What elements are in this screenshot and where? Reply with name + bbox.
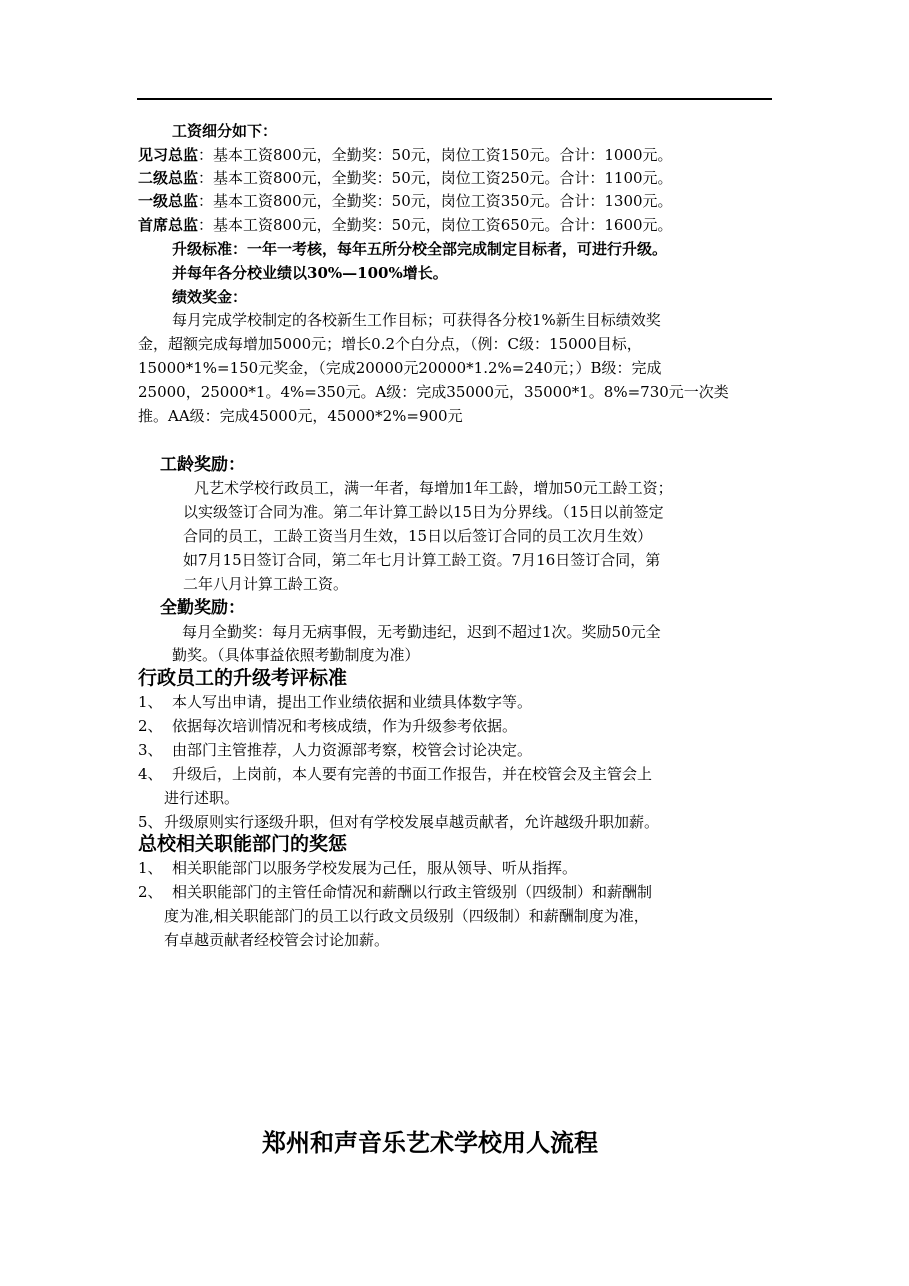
attendance-line: 每月全勤奖：每月无病事假，无考勤违纪，迟到不超过1次。奖励50元全 — [182, 623, 661, 641]
seniority-line: 凡艺术学校行政员工，满一年者，每增加1年工龄，增加50元工龄工资； — [194, 479, 673, 497]
bonus-line: 每月完成学校制定的各校新生工作目标；可获得各分校1%新生目标绩效奖 — [172, 311, 661, 329]
promotion-item-cont: 进行述职。 — [164, 789, 240, 807]
bonus-line: 金，超额完成每增加5000元；增长0.2个白分点，（例：C级：15000目标， — [138, 335, 642, 353]
salary-row — [138, 214, 673, 236]
attendance-line: 勤奖。（具体事益依照考勤制度为准） — [172, 646, 420, 664]
promotion-heading: 行政员工的升级考评标准 — [138, 667, 348, 689]
promotion-item: 依据每次培训情况和考核成绩，作为升级参考依据。 — [172, 717, 518, 735]
departments-item: 相关职能部门的主管任命情况和薪酬以行政主管级别（四级制）和薪酬制 — [172, 883, 653, 901]
salary-row-label: 见习总监 — [138, 146, 199, 164]
promotion-item-num: 5、 — [138, 813, 163, 831]
departments-heading: 总校相关职能部门的奖惩 — [138, 833, 348, 855]
departments-item: 相关职能部门以服务学校发展为己任，服从领导、听从指挥。 — [172, 859, 578, 877]
attendance-heading: 全勤奖励： — [160, 598, 245, 618]
seniority-line: 二年八月计算工龄工资。 — [183, 575, 349, 593]
seniority-heading: 工龄奖励： — [160, 455, 245, 475]
upgrade-standard-cont: 并每年各分校业绩以30%—100%增长。 — [172, 264, 448, 282]
salary-row-text: ：基本工资800元，全勤奖：50元，岗位工资250元。合计：1100元。 — [198, 169, 673, 187]
salary-heading: 工资细分如下： — [172, 122, 278, 140]
salary-row-label: 首席总监 — [138, 216, 199, 234]
salary-row-text: ：基本工资800元，全勤奖：50元，岗位工资650元。合计：1600元。 — [198, 216, 673, 234]
promotion-item-num: 3、 — [138, 741, 163, 759]
salary-row-text: ：基本工资800元，全勤奖：50元，岗位工资350元。合计：1300元。 — [198, 192, 673, 210]
bonus-heading: 绩效奖金： — [172, 288, 248, 306]
departments-item-num: 1、 — [138, 859, 163, 877]
promotion-item: 升级原则实行逐级升职，但对有学校发展卓越贡献者，允许越级升职加薪。 — [164, 813, 660, 831]
bonus-line: 25000，25000*1。4%=350元。A级：完成35000元，35000*1。8%=730元一次类 — [138, 383, 729, 401]
salary-row — [138, 144, 673, 166]
departments-item-cont: 度为准,相关职能部门的员工以行政文员级别（四级制）和薪酬制度为准， — [164, 907, 649, 925]
salary-row — [138, 167, 673, 189]
salary-row-label: 二级总监 — [138, 169, 199, 187]
promotion-item: 本人写出申请，提出工作业绩依据和业绩具体数字等。 — [172, 693, 533, 711]
promotion-item-num: 4、 — [138, 765, 163, 783]
seniority-line: 以实级签订合同为准。第二年计算工龄以15日为分界线。（15日以前签定 — [183, 503, 664, 521]
promotion-item: 升级后，上岗前，本人要有完善的书面工作报告，并在校管会及主管会上 — [172, 765, 653, 783]
bonus-line: 推。AA级：完成45000元，45000*2%=900元 — [138, 407, 463, 425]
departments-item-cont: 有卓越贡献者经校管会讨论加薪。 — [164, 931, 390, 949]
promotion-item: 由部门主管推荐，人力资源部考察，校管会讨论决定。 — [172, 741, 533, 759]
upgrade-standard: 升级标准：一年一考核，每年五所分校全部完成制定目标者，可进行升级。 — [172, 240, 668, 258]
salary-row-label: 一级总监 — [138, 192, 199, 210]
promotion-item-num: 1、 — [138, 693, 163, 711]
salary-row-text: ：基本工资800元，全勤奖：50元，岗位工资150元。合计：1000元。 — [198, 146, 673, 164]
header-rule — [137, 98, 772, 100]
seniority-line: 合同的员工，工龄工资当月生效，15日以后签订合同的员工次月生效） — [183, 527, 653, 545]
promotion-item-num: 2、 — [138, 717, 163, 735]
page-title: 郑州和声音乐艺术学校用人流程 — [262, 1128, 598, 1157]
departments-item-num: 2、 — [138, 883, 163, 901]
bonus-line: 15000*1%=150元奖金，（完成20000元20000*1.2%=240元；）B级：完成 — [138, 359, 662, 377]
seniority-line: 如7月15日签订合同，第二年七月计算工龄工资。7月16日签订合同，第 — [183, 551, 661, 569]
salary-row — [138, 190, 673, 212]
